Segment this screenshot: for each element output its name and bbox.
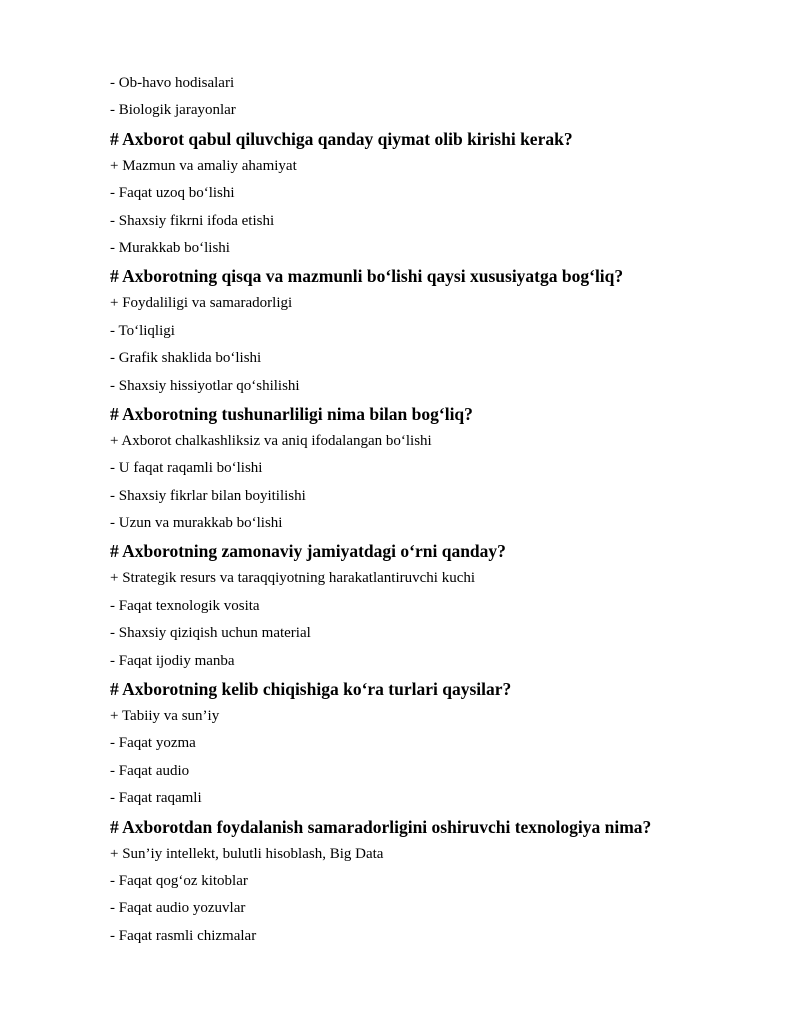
question-heading: # Axborotdan foydalanish samaradorligini oshiruvchi texnologiya nima?: [110, 816, 652, 837]
correct-answer-option: + Sun’iy intellekt, bulutli hisoblash, Big Data: [110, 845, 384, 862]
question-heading: # Axborotning tushunarliligi nima bilan bog‘liq?: [110, 403, 473, 424]
answer-option: - U faqat raqamli bo‘lishi: [110, 460, 263, 477]
question-block: [110, 675, 750, 813]
question-block: [110, 262, 750, 400]
answer-option: - Faqat audio: [110, 762, 190, 779]
question-heading: # Axborotning qisqa va mazmunli bo‘lishi qaysi xususiyatga bog‘liq?: [110, 266, 624, 287]
correct-answer-option: + Foydaliligi va samaradorligi: [110, 295, 293, 312]
answer-option: - Biologik jarayonlar: [110, 102, 236, 119]
question-heading: # Axborot qabul qiluvchiga qanday qiymat olib kirishi kerak?: [110, 128, 573, 149]
answer-option: - Uzun va murakkab bo‘lishi: [110, 515, 283, 532]
correct-answer-option: + Tabiiy va sun’iy: [110, 708, 220, 725]
question-block: [110, 125, 750, 263]
answer-option: - Faqat uzoq bo‘lishi: [110, 185, 235, 202]
answer-option: - Grafik shaklida bo‘lishi: [110, 350, 262, 367]
answer-option: - Shaxsiy fikrni ifoda etishi: [110, 212, 275, 229]
answer-option: - Faqat raqamli: [110, 790, 202, 807]
question-heading: # Axborotning zamonaviy jamiyatdagi o‘rni qanday?: [110, 541, 506, 562]
answer-option: - Shaxsiy fikrlar bilan boyitilishi: [110, 487, 306, 504]
question-block: [110, 400, 750, 538]
answer-option: - To‘liqligi: [110, 322, 175, 339]
answer-option: - Faqat yozma: [110, 735, 196, 752]
answer-option: - Faqat ijodiy manba: [110, 652, 235, 669]
correct-answer-option: + Strategik resurs va taraqqiyotning harakatlantiruvchi kuchi: [110, 570, 476, 587]
answer-option: - Shaxsiy qiziqish uchun material: [110, 625, 311, 642]
correct-answer-option: + Axborot chalkashliksiz va aniq ifodalangan bo‘lishi: [110, 432, 432, 449]
answer-option: - Faqat texnologik vosita: [110, 597, 260, 614]
question-heading: # Axborotning kelib chiqishiga ko‘ra turlari qaysilar?: [110, 679, 512, 700]
answer-option: - Faqat rasmli chizmalar: [110, 927, 257, 944]
document-page: [110, 70, 750, 950]
answer-option: - Faqat qog‘oz kitoblar: [110, 872, 248, 889]
answer-option: - Shaxsiy hissiyotlar qo‘shilishi: [110, 377, 300, 394]
correct-answer-option: + Mazmun va amaliy ahamiyat: [110, 157, 297, 174]
answer-option: - Murakkab bo‘lishi: [110, 239, 230, 256]
question-block: [110, 537, 750, 675]
question-block: [110, 813, 750, 951]
answer-option: - Ob-havo hodisalari: [110, 75, 235, 91]
answer-option: - Faqat audio yozuvlar: [110, 900, 246, 917]
